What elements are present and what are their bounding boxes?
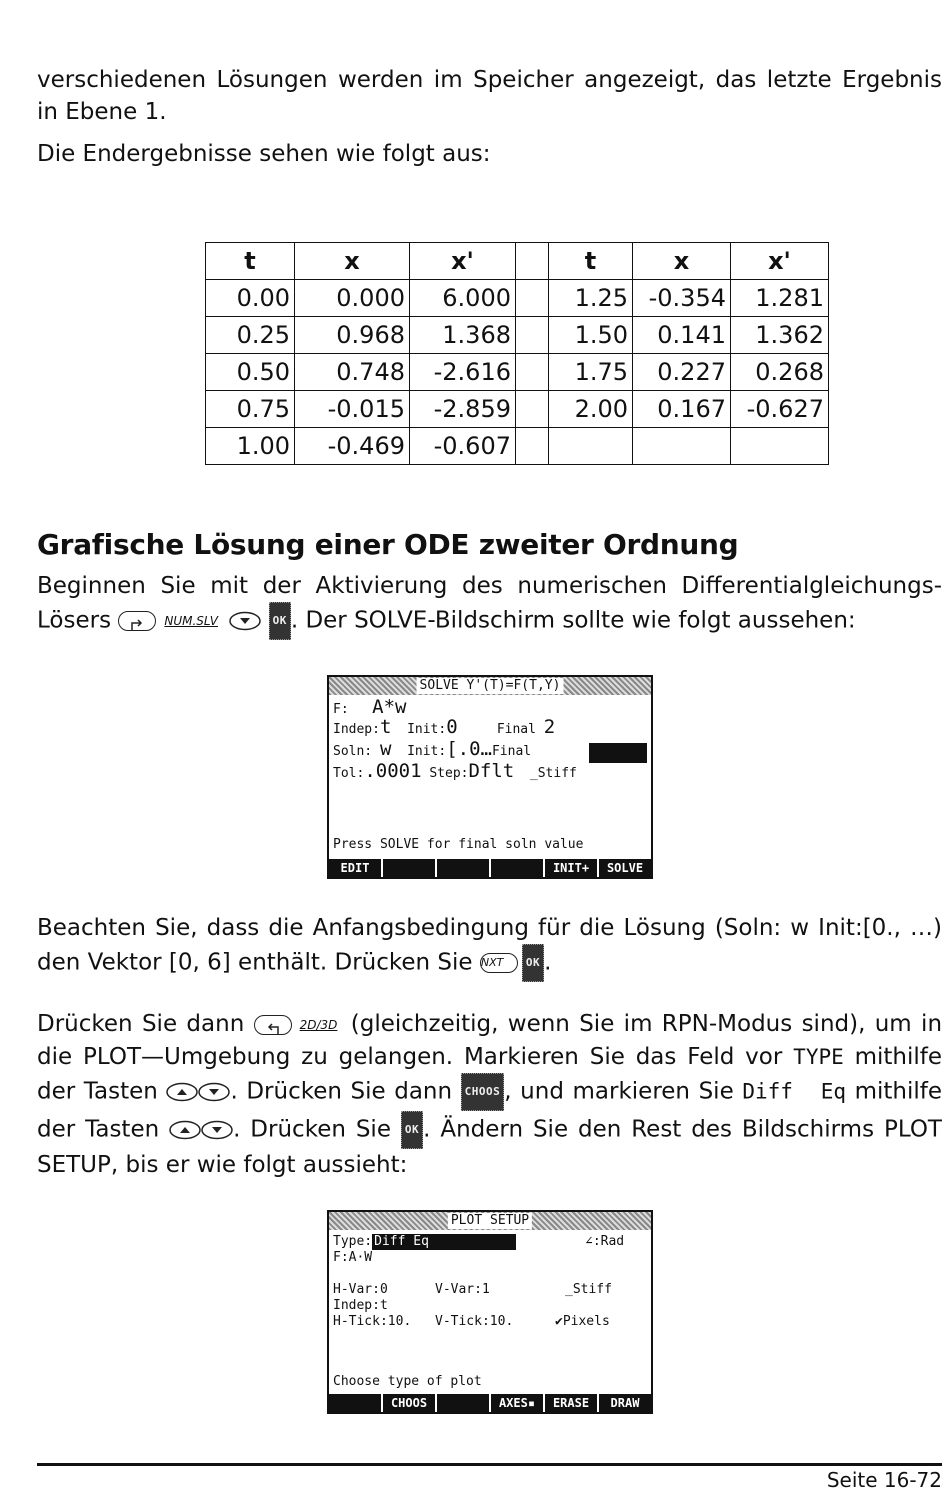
p1-text-b: . Der SOLVE-Bildschirm sollte wie folgt aussehen: xyxy=(290,607,856,634)
table-cell: 1.25 xyxy=(549,280,633,317)
table-row xyxy=(206,317,829,354)
table-cell: 0.968 xyxy=(295,317,410,354)
header-t-right: t xyxy=(549,243,633,280)
menu-edit: EDIT xyxy=(329,859,383,877)
paragraph-2 xyxy=(37,912,942,982)
plot-menu-empty-1 xyxy=(329,1394,383,1412)
up-arrow-key-icon xyxy=(166,1082,198,1102)
type-field-name: TYPE xyxy=(793,1044,844,1069)
section-title: Grafische Lösung einer ODE zweiter Ordnung xyxy=(37,528,739,561)
plot-softkey-menu xyxy=(329,1394,651,1412)
table-cell: -0.015 xyxy=(295,391,410,428)
table-gap xyxy=(516,280,549,317)
footer-rule xyxy=(37,1463,942,1466)
solve-screen xyxy=(327,675,653,879)
stiff-option: _Stiff xyxy=(529,766,577,781)
p3-text-b: (gleichzeitig, wenn Sie im RPN-Modus sind), um in die PLOT—Umgebung zu gelangen. Markieren Sie das Feld vor xyxy=(37,1011,943,1070)
table-row xyxy=(206,354,829,391)
table-row xyxy=(206,428,829,465)
type-label: Type: xyxy=(333,1234,373,1249)
init2-value: [.0… xyxy=(446,738,492,760)
p3-text-h: . Ändern Sie den Rest des Bildschirms PLOT SETUP, bis er wie folgt aussieht: xyxy=(37,1116,942,1178)
init-label: Init: xyxy=(407,722,447,737)
down-arrow-key-icon xyxy=(198,1082,230,1102)
plot-indep-field: Indep:t xyxy=(333,1298,388,1313)
plot-screen-header xyxy=(329,1212,651,1230)
table-header-row xyxy=(206,243,829,280)
table-cell: 1.75 xyxy=(549,354,633,391)
menu-solve: SOLVE xyxy=(599,859,651,877)
table-cell: 0.268 xyxy=(731,354,829,391)
header-x-right: x xyxy=(633,243,731,280)
intro-paragraph xyxy=(37,64,942,128)
table-cell xyxy=(633,428,731,465)
table-cell: -0.607 xyxy=(410,428,516,465)
plot-type-row xyxy=(333,1234,516,1250)
p3-text-g: . Drücken Sie xyxy=(233,1116,391,1142)
indep-label: Indep: xyxy=(333,722,380,737)
table-cell xyxy=(549,428,633,465)
choos-softkey: CHOOS xyxy=(461,1073,505,1111)
table-cell: -0.627 xyxy=(731,391,829,428)
table-row xyxy=(206,280,829,317)
plot-menu-empty-2 xyxy=(437,1394,491,1412)
table-cell: 0.75 xyxy=(206,391,295,428)
table-cell: -2.859 xyxy=(410,391,516,428)
step-label: Step: xyxy=(429,766,469,781)
f-value: A*w xyxy=(372,696,407,718)
header-xprime-right: x' xyxy=(731,243,829,280)
results-table xyxy=(205,242,829,465)
table-cell: -0.354 xyxy=(633,280,731,317)
paragraph-3 xyxy=(37,1008,942,1181)
soln-value: w xyxy=(379,738,392,760)
table-cell: -2.616 xyxy=(410,354,516,391)
plot-menu-erase: ERASE xyxy=(545,1394,599,1412)
plot-menu-draw: DRAW xyxy=(599,1394,651,1412)
final-label: Final xyxy=(496,722,536,737)
table-gap xyxy=(516,428,549,465)
table-cell: 1.50 xyxy=(549,317,633,354)
p3-text-e: , und markieren Sie xyxy=(504,1078,734,1104)
init2-label: Init: xyxy=(407,744,447,759)
table-cell: 2.00 xyxy=(549,391,633,428)
solve-indep-row xyxy=(333,716,556,738)
table-cell: 0.167 xyxy=(633,391,731,428)
ok-softkey-2: OK xyxy=(522,944,544,982)
table-cell: 1.00 xyxy=(206,428,295,465)
2d3d-key-label: 2D/3D xyxy=(299,1017,338,1032)
solve-softkey-menu xyxy=(329,859,651,877)
p3-text-c: mithilfe der Tasten xyxy=(37,1043,943,1104)
plot-setup-screen xyxy=(327,1210,653,1414)
p3-text-a: Drücken Sie dann xyxy=(37,1011,245,1037)
menu-empty-3 xyxy=(491,859,545,877)
up-arrow-key-icon xyxy=(169,1120,201,1140)
plot-stiff-option: _Stiff xyxy=(565,1282,612,1297)
angle-mode: ∠:Rad xyxy=(585,1234,625,1249)
left-shift-key-icon xyxy=(254,1015,292,1035)
table-cell: 6.000 xyxy=(410,280,516,317)
plot-f-row: F:A·W xyxy=(333,1250,373,1265)
table-cell xyxy=(731,428,829,465)
solve-tol-row xyxy=(333,760,577,782)
nxt-key-icon: NXT xyxy=(480,953,518,973)
table-cell: 0.25 xyxy=(206,317,295,354)
table-cell: 0.000 xyxy=(295,280,410,317)
p2-text-a: Beachten Sie, dass die Anfangsbedingung für die Lösung (Soln: w Init:[0., …) den Vektor [0, 6] enthält. Drücken Sie xyxy=(37,915,942,976)
header-t: t xyxy=(206,243,295,280)
pixels-checkbox: ✔Pixels xyxy=(555,1314,610,1329)
ok-softkey-3: OK xyxy=(401,1111,423,1149)
vtick-field: V-Tick:10. xyxy=(435,1314,514,1329)
p1-text-a: Beginnen Sie mit der Aktivierung des numerischen Differentialgleichungs-Lösers xyxy=(37,573,942,634)
table-gap xyxy=(516,354,549,391)
menu-empty-2 xyxy=(437,859,491,877)
solve-header-text: SOLVE Y'(T)=F(T,Y) xyxy=(417,678,564,694)
tol-value: .0001 xyxy=(364,760,422,782)
table-gap xyxy=(516,391,549,428)
soln-label: Soln: xyxy=(333,744,373,759)
intro-text: verschiedenen Lösungen werden im Speicher angezeigt, das letzte Ergebnis in Ebene 1. xyxy=(37,67,942,125)
ok-softkey: OK xyxy=(269,602,291,640)
table-gap xyxy=(516,243,549,280)
menu-empty-1 xyxy=(383,859,437,877)
p3-text-f: mithilfe der Tasten xyxy=(37,1078,942,1142)
table-cell: 1.281 xyxy=(731,280,829,317)
down-arrow-key-icon xyxy=(201,1120,233,1140)
down-arrow-key-icon xyxy=(229,611,261,631)
hvar-field: H-Var:0 xyxy=(333,1282,388,1297)
table-gap xyxy=(516,317,549,354)
plot-header-text: PLOT SETUP xyxy=(448,1213,532,1229)
type-value: Diff Eq xyxy=(372,1234,516,1250)
table-cell: 1.368 xyxy=(410,317,516,354)
right-shift-key-icon xyxy=(118,611,156,631)
solve-soln-row xyxy=(333,738,532,760)
tol-label: Tol: xyxy=(333,766,365,781)
final-value: 2 xyxy=(543,716,556,738)
p2-text-b: . xyxy=(544,949,552,976)
menu-init-plus: INIT+ xyxy=(545,859,599,877)
header-xprime: x' xyxy=(410,243,516,280)
table-row xyxy=(206,391,829,428)
table-cell: -0.469 xyxy=(295,428,410,465)
plot-menu-axes: AXES▪ xyxy=(491,1394,545,1412)
vvar-field: V-Var:1 xyxy=(435,1282,490,1297)
plot-menu-choos: CHOOS xyxy=(383,1394,437,1412)
page-number: Seite 16-72 xyxy=(826,1468,942,1492)
paragraph-1 xyxy=(37,570,942,640)
table-cell: 0.227 xyxy=(633,354,731,391)
solve-message: Press SOLVE for final soln value xyxy=(333,837,584,852)
final2-label: Final xyxy=(491,744,532,759)
table-cell: 0.141 xyxy=(633,317,731,354)
table-cell: 0.50 xyxy=(206,354,295,391)
final-value-highlight xyxy=(589,743,647,763)
indep-value: t xyxy=(379,716,392,738)
table-cell: 1.362 xyxy=(731,317,829,354)
table-cell: 0.00 xyxy=(206,280,295,317)
header-x: x xyxy=(295,243,410,280)
table-cell: 0.748 xyxy=(295,354,410,391)
intro-line2: Die Endergebnisse sehen wie folgt aus: xyxy=(37,141,491,167)
diff-eq-option: Diff Eq xyxy=(742,1079,846,1103)
solve-f-row xyxy=(333,696,407,718)
step-value: Dflt xyxy=(468,760,515,782)
numslv-key-label: NUM.SLV xyxy=(164,614,218,628)
htick-field: H-Tick:10. xyxy=(333,1314,412,1329)
init-value: 0 xyxy=(446,716,458,738)
f-label: F: xyxy=(333,702,349,717)
plot-message: Choose type of plot xyxy=(333,1374,482,1389)
solve-screen-header xyxy=(329,677,651,695)
p3-text-d: . Drücken Sie dann xyxy=(230,1078,453,1104)
